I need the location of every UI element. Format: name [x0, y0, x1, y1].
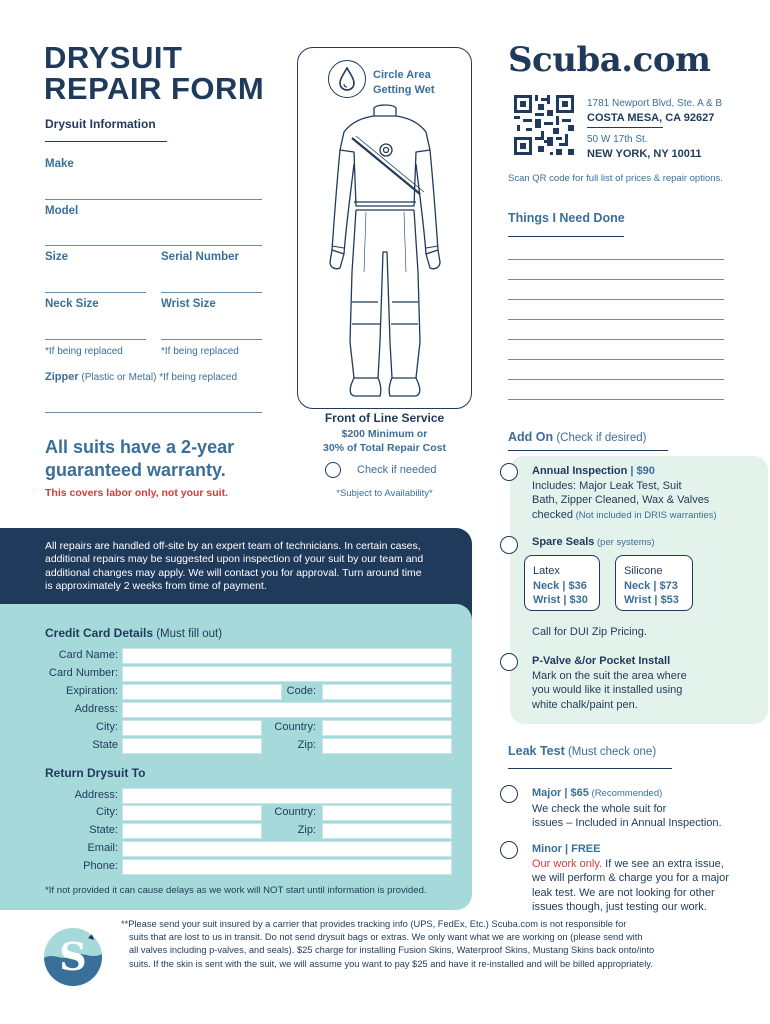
silicone-neck: Neck | $73 — [624, 579, 678, 592]
qr-code[interactable] — [511, 92, 577, 158]
add-on-heading — [508, 430, 646, 444]
cc-zip-label: Zip: — [297, 739, 316, 751]
size-label: Size — [45, 251, 69, 263]
neck-size-field[interactable] — [45, 339, 146, 340]
cc-zip-input[interactable] — [322, 738, 452, 754]
heading-underline — [45, 141, 167, 142]
wrist-size-label: Wrist Size — [161, 298, 216, 310]
annual-title-row — [532, 464, 717, 479]
zipper-field[interactable] — [45, 412, 262, 413]
address-divider — [587, 127, 663, 128]
things-line-5[interactable] — [508, 339, 724, 340]
qr-caption: Scan QR code for full list of prices & repair options. — [508, 173, 723, 184]
card-number-label: Card Number: — [48, 667, 118, 679]
footer-line1: **Please send your suit insured by a carrier that provides tracking info (UPS, FedEx, Etc.) Scuba.com is not responsible for — [121, 919, 627, 929]
cc-country-input[interactable] — [322, 720, 452, 736]
dui-pricing: Call for DUI Zip Pricing. — [532, 626, 647, 638]
things-line-8[interactable] — [508, 399, 724, 400]
addr2-line1: 50 W 17th St. — [587, 134, 648, 145]
latex-wrist: Wrist | $30 — [533, 594, 588, 606]
minor-price: | FREE — [561, 843, 601, 855]
things-heading-underline — [508, 236, 624, 237]
pvalve-install — [532, 654, 687, 712]
major-title: Major — [532, 787, 562, 799]
neck-size-label: Neck Size — [45, 298, 99, 310]
offsite-line1: All repairs are handled off-site by an expert team of technicians. In certain cases, — [45, 540, 421, 552]
add-on-heading-bold: Add On — [508, 430, 554, 444]
add-on-heading-note: (Check if desired) — [553, 432, 647, 444]
annual-title: Annual Inspection — [532, 465, 628, 477]
pvalve-title: P-Valve &/or Pocket Install — [532, 655, 671, 667]
form-title-line2: REPAIR FORM — [44, 71, 265, 106]
cc-address-input[interactable] — [122, 702, 452, 718]
leak-test-heading — [508, 744, 656, 758]
model-label: Model — [45, 205, 79, 217]
front-of-line-price — [297, 427, 472, 455]
front-of-line-title: Front of Line Service — [324, 411, 445, 425]
card-name-input[interactable] — [122, 648, 452, 664]
footer-text — [121, 918, 654, 971]
minor-title-row — [532, 842, 729, 857]
front-of-line-checkbox[interactable] — [325, 462, 341, 478]
annual-line1: Includes: Major Leak Test, Suit — [532, 479, 682, 492]
minor-title: Minor — [532, 843, 562, 855]
minor-leak-test — [532, 842, 729, 915]
silicone-box[interactable] — [615, 555, 693, 611]
scuba-logo: Scuba.com — [508, 40, 711, 80]
warranty-headline — [45, 436, 234, 482]
return-zip-label: Zip: — [297, 824, 316, 836]
drysuit-info-heading: Drysuit Information — [45, 117, 156, 131]
footer-line2: suits that are lost to us in transit. Do not send drysuit bags or extras. We only want what we are working on (please send with — [129, 932, 643, 943]
latex-box[interactable] — [524, 555, 600, 611]
annual-line2: Bath, Zipper Cleaned, Wax & Valves — [532, 494, 710, 506]
make-label: Make — [45, 158, 74, 170]
major-line2: issues – Included in Annual Inspection. — [532, 817, 722, 829]
make-field[interactable] — [45, 199, 262, 200]
major-leak-test — [532, 786, 722, 831]
wet-area-line2: Getting Wet — [373, 84, 435, 96]
front-of-line-price-2: 30% of Total Repair Cost — [323, 442, 446, 454]
zipper-note: (Plastic or Metal) *If being replaced — [78, 372, 238, 383]
minor-leak-checkbox[interactable] — [500, 841, 518, 859]
addr2-line2: NEW YORK, NY 10011 — [587, 148, 702, 160]
credit-card-heading — [45, 626, 222, 640]
spare-seals-note: (per systems) — [594, 537, 655, 548]
return-phone-input[interactable] — [122, 859, 452, 875]
silicone-label: Silicone — [624, 565, 663, 577]
things-needed-heading: Things I Need Done — [508, 211, 625, 225]
form-title-line1: DRYSUIT — [44, 40, 183, 75]
offsite-notice-text — [45, 540, 423, 593]
things-line-2[interactable] — [508, 279, 724, 280]
annual-price: | $90 — [627, 465, 655, 477]
warranty-subline: This covers labor only, not your suit. — [45, 487, 229, 499]
major-title-row — [532, 786, 722, 802]
code-input[interactable] — [322, 684, 452, 700]
minor-line3: leak test. We are not looking for other — [532, 886, 715, 899]
card-name-label: Card Name: — [58, 649, 118, 661]
things-line-3[interactable] — [508, 299, 724, 300]
address-costa-mesa — [587, 97, 722, 125]
code-label: Code: — [286, 685, 316, 697]
major-line1: We check the whole suit for — [532, 802, 667, 815]
addr1-line2: COSTA MESA, CA 92627 — [587, 112, 715, 124]
leak-test-heading-bold: Leak Test — [508, 744, 565, 758]
cc-city-input[interactable] — [122, 720, 262, 736]
spare-seals-checkbox[interactable] — [500, 536, 518, 554]
pvalve-line1: Mark on the suit the area where — [532, 669, 687, 682]
annual-line3: checked — [532, 508, 573, 521]
front-of-line-check-label: Check if needed — [357, 464, 437, 476]
minor-line1: If we see an extra issue, — [602, 857, 724, 870]
add-on-underline — [508, 450, 668, 451]
form-title — [44, 42, 264, 104]
footer-logo — [44, 928, 102, 986]
model-field[interactable] — [45, 245, 262, 246]
cc-address-label: Address: — [74, 703, 118, 715]
footer-line3: all valves including p-valves, and seals). $25 charge for installing Fusion Skins, Waterproof Skins, Mustang Skins back onto/into — [129, 945, 655, 956]
wet-area-label — [373, 68, 435, 98]
expiration-label: Expiration: — [66, 685, 118, 697]
card-number-input[interactable] — [122, 666, 452, 682]
things-line-4[interactable] — [508, 319, 724, 320]
return-state-input[interactable] — [122, 823, 262, 839]
drysuit-diagram[interactable] — [320, 102, 450, 402]
wet-area-line1: Circle Area — [373, 69, 431, 81]
cc-country-label: Country: — [274, 721, 316, 733]
return-email-label: Email: — [87, 842, 118, 854]
major-note: (Recommended) — [588, 788, 663, 799]
addr1-line1: 1781 Newport Blvd, Ste. A & B — [587, 98, 723, 109]
serial-field[interactable] — [161, 292, 262, 293]
return-country-label: Country: — [274, 806, 316, 818]
offsite-line3: additional changes may apply. We will contact you for approval. Turn around time — [45, 566, 422, 579]
wrist-size-field[interactable] — [161, 339, 262, 340]
minor-red: Our work only. — [532, 857, 603, 870]
things-line-7[interactable] — [508, 379, 724, 380]
silicone-wrist: Wrist | $53 — [624, 594, 679, 606]
return-city-input[interactable] — [122, 805, 262, 821]
minor-line4: issues though, just testing our work. — [532, 901, 707, 913]
pvalve-checkbox[interactable] — [500, 653, 518, 671]
expiration-input[interactable] — [122, 684, 282, 700]
leak-test-underline — [508, 768, 672, 769]
cc-state-input[interactable] — [122, 738, 262, 754]
wrist-replace-note: *If being replaced — [161, 346, 239, 357]
annual-note: (Not included in DRIS warranties) — [572, 509, 717, 521]
pvalve-line2: you would like it installed using — [532, 684, 683, 696]
annual-inspection-checkbox[interactable] — [500, 463, 518, 481]
return-email-input[interactable] — [122, 841, 452, 857]
zipper-label-bold: Zipper — [45, 371, 79, 383]
warranty-line2: guaranteed warranty. — [45, 460, 226, 480]
minor-line1-row — [532, 857, 729, 872]
availability-note: *Subject to Availability* — [336, 488, 433, 499]
return-heading: Return Drysuit To — [45, 766, 146, 780]
offsite-line2: additional repairs may be suggested upon inspection of your suit by our team and — [45, 553, 424, 566]
return-disclaimer: *If not provided it can cause delays as we work will NOT start until information is provided. — [45, 885, 427, 896]
leak-test-heading-note: (Must check one) — [564, 746, 657, 758]
major-leak-checkbox[interactable] — [500, 785, 518, 803]
footer-line4: suits. If the skin is sent with the suit, we will assume you want to pay $25 and have it re-installed and will be billed appropriately. — [129, 958, 653, 969]
return-phone-label: Phone: — [83, 860, 118, 872]
footer-logo-letter: S — [59, 934, 87, 979]
cc-state-label: State — [92, 739, 118, 751]
return-country-input[interactable] — [322, 805, 452, 821]
warranty-line1: All suits have a 2-year — [45, 437, 235, 457]
major-price: | $65 — [561, 787, 589, 799]
credit-card-heading-bold: Credit Card Details — [45, 626, 154, 640]
neck-replace-note: *If being replaced — [45, 346, 123, 357]
latex-label: Latex — [533, 565, 560, 577]
spare-seals-title-row — [532, 536, 655, 548]
return-state-label: State: — [89, 824, 118, 836]
return-address-input[interactable] — [122, 788, 452, 804]
return-city-label: City: — [96, 806, 118, 818]
return-address-label: Address: — [74, 789, 118, 801]
credit-card-heading-note: (Must fill out) — [153, 628, 223, 640]
minor-line2: we will perform & charge you for a major — [532, 872, 729, 884]
things-line-1[interactable] — [508, 259, 724, 260]
front-of-line-price-1: $200 Minimum or — [341, 428, 428, 440]
address-new-york — [587, 133, 702, 161]
annual-line3-row — [532, 508, 717, 524]
size-field[interactable] — [45, 292, 146, 293]
things-line-6[interactable] — [508, 359, 724, 360]
offsite-line4: is approximately 2 weeks from time of payment. — [45, 579, 267, 592]
water-drop-icon — [328, 60, 366, 98]
return-zip-input[interactable] — [322, 823, 452, 839]
serial-label: Serial Number — [161, 251, 239, 263]
pvalve-line3: white chalk/paint pen. — [532, 698, 638, 711]
cc-city-label: City: — [96, 721, 118, 733]
latex-neck: Neck | $36 — [533, 579, 587, 592]
annual-inspection — [532, 464, 717, 523]
spare-seals-title: Spare Seals — [532, 536, 595, 548]
zipper-label — [45, 371, 237, 383]
